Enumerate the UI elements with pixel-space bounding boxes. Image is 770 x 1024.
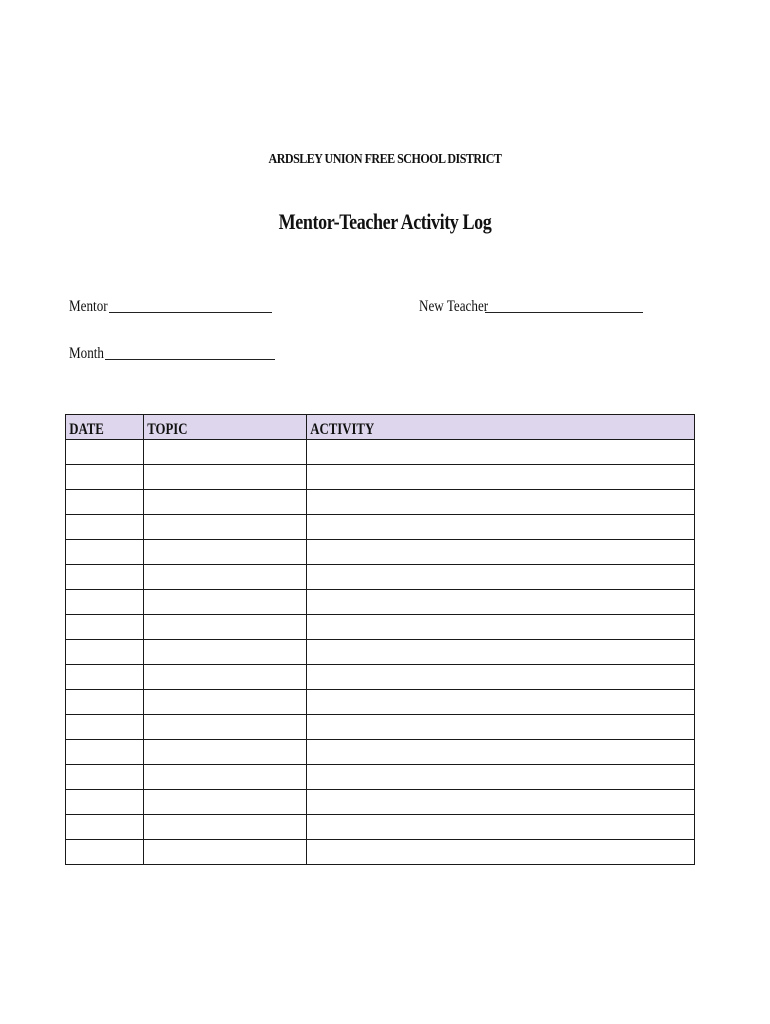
table-row bbox=[66, 615, 695, 640]
activity-cell[interactable] bbox=[307, 490, 695, 515]
table-row bbox=[66, 540, 695, 565]
date-cell[interactable] bbox=[66, 465, 144, 490]
table-row bbox=[66, 490, 695, 515]
topic-cell[interactable] bbox=[144, 840, 307, 865]
topic-cell[interactable] bbox=[144, 665, 307, 690]
activity-cell[interactable] bbox=[307, 515, 695, 540]
topic-cell[interactable] bbox=[144, 465, 307, 490]
activity-cell[interactable] bbox=[307, 640, 695, 665]
table-row bbox=[66, 440, 695, 465]
date-cell[interactable] bbox=[66, 540, 144, 565]
table-row bbox=[66, 565, 695, 590]
table-row bbox=[66, 840, 695, 865]
page-title: Mentor-Teacher Activity Log bbox=[278, 209, 492, 234]
activity-cell[interactable] bbox=[307, 765, 695, 790]
activity-cell[interactable] bbox=[307, 565, 695, 590]
activity-cell[interactable] bbox=[307, 790, 695, 815]
table-row bbox=[66, 640, 695, 665]
topic-cell[interactable] bbox=[144, 790, 307, 815]
table-row bbox=[66, 815, 695, 840]
table-row bbox=[66, 765, 695, 790]
topic-column-header: TOPIC bbox=[144, 415, 307, 440]
topic-cell[interactable] bbox=[144, 590, 307, 615]
date-cell[interactable] bbox=[66, 515, 144, 540]
topic-cell[interactable] bbox=[144, 765, 307, 790]
topic-cell[interactable] bbox=[144, 490, 307, 515]
topic-cell[interactable] bbox=[144, 740, 307, 765]
date-cell[interactable] bbox=[66, 740, 144, 765]
topic-cell[interactable] bbox=[144, 690, 307, 715]
date-cell[interactable] bbox=[66, 715, 144, 740]
activity-cell[interactable] bbox=[307, 615, 695, 640]
date-cell[interactable] bbox=[66, 440, 144, 465]
topic-cell[interactable] bbox=[144, 540, 307, 565]
mentor-field bbox=[69, 298, 272, 316]
date-cell[interactable] bbox=[66, 565, 144, 590]
activity-column-header: ACTIVITY bbox=[307, 415, 695, 440]
activity-cell[interactable] bbox=[307, 740, 695, 765]
month-field bbox=[69, 345, 275, 363]
date-cell[interactable] bbox=[66, 815, 144, 840]
topic-cell[interactable] bbox=[144, 815, 307, 840]
table-body bbox=[66, 440, 695, 865]
date-cell[interactable] bbox=[66, 665, 144, 690]
activity-cell[interactable] bbox=[307, 665, 695, 690]
table-row bbox=[66, 715, 695, 740]
date-cell[interactable] bbox=[66, 790, 144, 815]
date-cell[interactable] bbox=[66, 840, 144, 865]
table-row bbox=[66, 740, 695, 765]
table-row bbox=[66, 790, 695, 815]
activity-log-table bbox=[65, 414, 695, 865]
table-header-row bbox=[66, 415, 695, 440]
new-teacher-label: New Teacher bbox=[419, 298, 489, 315]
mentor-label: Mentor bbox=[69, 298, 108, 315]
topic-cell[interactable] bbox=[144, 440, 307, 465]
table-row bbox=[66, 690, 695, 715]
activity-cell[interactable] bbox=[307, 840, 695, 865]
topic-cell[interactable] bbox=[144, 565, 307, 590]
topic-cell[interactable] bbox=[144, 640, 307, 665]
activity-cell[interactable] bbox=[307, 815, 695, 840]
date-cell[interactable] bbox=[66, 615, 144, 640]
date-cell[interactable] bbox=[66, 765, 144, 790]
new-teacher-field bbox=[419, 298, 643, 316]
activity-cell[interactable] bbox=[307, 715, 695, 740]
table-row bbox=[66, 590, 695, 615]
date-cell[interactable] bbox=[66, 640, 144, 665]
table-row bbox=[66, 465, 695, 490]
date-cell[interactable] bbox=[66, 590, 144, 615]
topic-cell[interactable] bbox=[144, 715, 307, 740]
table-row bbox=[66, 515, 695, 540]
mentor-input-line[interactable] bbox=[109, 311, 272, 313]
topic-cell[interactable] bbox=[144, 615, 307, 640]
date-column-header: DATE bbox=[66, 415, 144, 440]
month-label: Month bbox=[69, 345, 104, 362]
date-cell[interactable] bbox=[66, 690, 144, 715]
activity-cell[interactable] bbox=[307, 465, 695, 490]
date-cell[interactable] bbox=[66, 490, 144, 515]
new-teacher-input-line[interactable] bbox=[485, 311, 643, 313]
activity-cell[interactable] bbox=[307, 690, 695, 715]
activity-cell[interactable] bbox=[307, 590, 695, 615]
district-name: ARDSLEY UNION FREE SCHOOL DISTRICT bbox=[268, 152, 502, 167]
topic-cell[interactable] bbox=[144, 515, 307, 540]
activity-cell[interactable] bbox=[307, 440, 695, 465]
table-row bbox=[66, 665, 695, 690]
month-input-line[interactable] bbox=[105, 358, 275, 360]
activity-cell[interactable] bbox=[307, 540, 695, 565]
